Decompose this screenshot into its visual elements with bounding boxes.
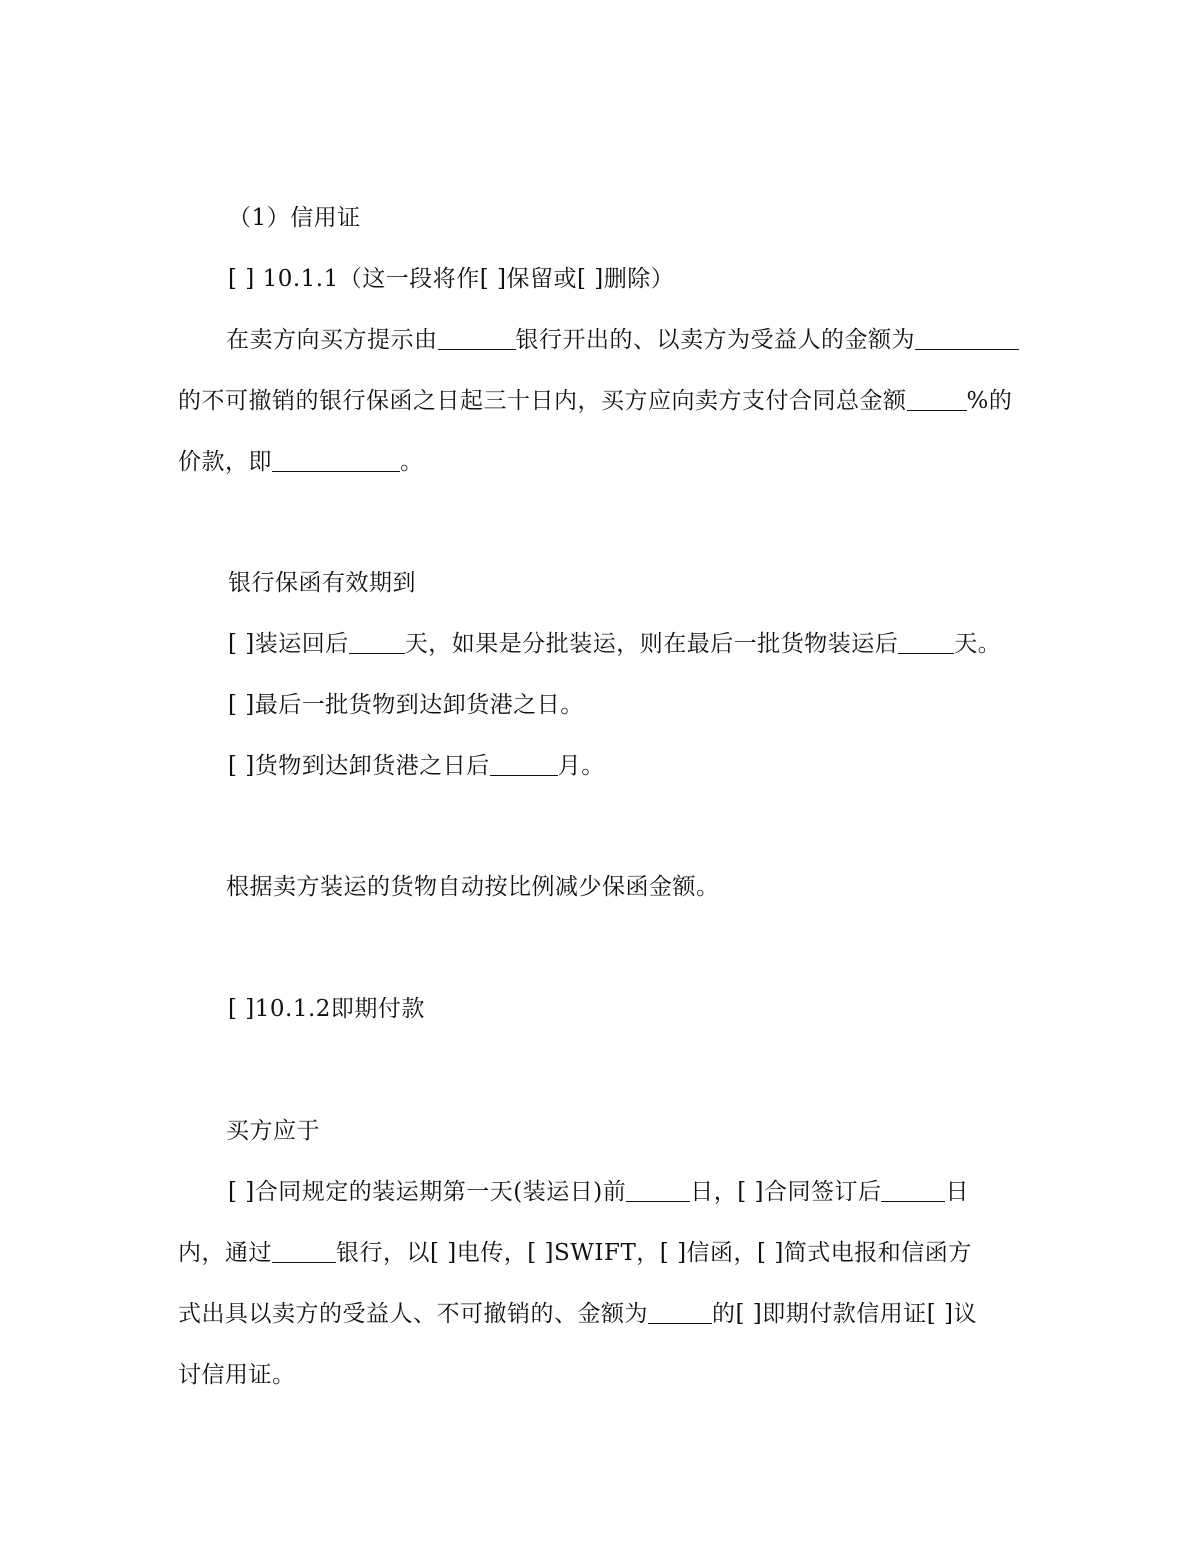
text-span: 的不可撤销的银行保函之日起三十日内，买方应向卖方支付合同总金额 — [178, 388, 907, 414]
paragraph-line: 讨信用证。 — [178, 1362, 296, 1388]
clause-10-1-1: [ ] 10.1.1（这一段将作[ ]保留或[ ]删除） — [228, 266, 675, 292]
blank-field — [648, 1301, 712, 1324]
blank-field — [490, 753, 558, 776]
text-span: 银行，以[ ]电传，[ ]SWIFT，[ ]信函，[ ]简式电报和信函方 — [336, 1240, 972, 1266]
paragraph-line — [226, 325, 1019, 355]
text-span: 天。 — [954, 631, 1002, 657]
text-span: 式出具以卖方的受益人、不可撤销的、金额为 — [178, 1301, 648, 1327]
paragraph-line — [178, 447, 424, 477]
blank-field — [898, 631, 954, 654]
text-span: 日 — [945, 1179, 969, 1205]
paragraph-line — [178, 1238, 972, 1268]
text-span: 价款，即 — [178, 449, 272, 475]
blank-field — [272, 1240, 336, 1263]
text-span: 银行开出的、以卖方为受益人的金额为 — [515, 327, 915, 353]
blank-field — [438, 327, 516, 350]
paragraph-line — [228, 1177, 969, 1207]
option-line: [ ]最后一批货物到达卸货港之日。 — [228, 692, 584, 718]
blank-field — [272, 449, 400, 472]
text-span: 天，如果是分批装运，则在最后一批货物装运后 — [404, 631, 899, 657]
text-span: 在卖方向买方提示由 — [226, 327, 438, 353]
blank-field — [349, 631, 405, 654]
text-span: [ ]装运回后 — [228, 631, 349, 657]
text-span: 日，[ ]合同签订后 — [690, 1179, 882, 1205]
text-span: 月。 — [557, 753, 605, 779]
blank-field — [915, 327, 1019, 350]
text-span: [ ]货物到达卸货港之日后 — [228, 753, 490, 779]
text-span: 的[ ]即期付款信用证[ ]议 — [712, 1301, 978, 1327]
text-span: %的 — [966, 388, 1013, 414]
option-line — [228, 629, 1001, 659]
option-line — [228, 751, 605, 781]
text-span: 。 — [400, 449, 424, 475]
buyer-shall: 买方应于 — [226, 1118, 320, 1144]
blank-field — [626, 1179, 690, 1202]
blank-field — [907, 388, 967, 411]
validity-title: 银行保函有效期到 — [228, 570, 416, 596]
text-span: 内，通过 — [178, 1240, 272, 1266]
paragraph-line — [178, 386, 1012, 416]
blank-field — [881, 1179, 945, 1202]
paragraph-line — [178, 1299, 977, 1329]
section-heading: （1）信用证 — [228, 205, 361, 231]
text-span: [ ]合同规定的装运期第一天(装运日)前 — [228, 1179, 627, 1205]
clause-10-1-2: [ ]10.1.2即期付款 — [228, 996, 425, 1022]
reduce-line: 根据卖方装运的货物自动按比例减少保函金额。 — [226, 874, 720, 900]
